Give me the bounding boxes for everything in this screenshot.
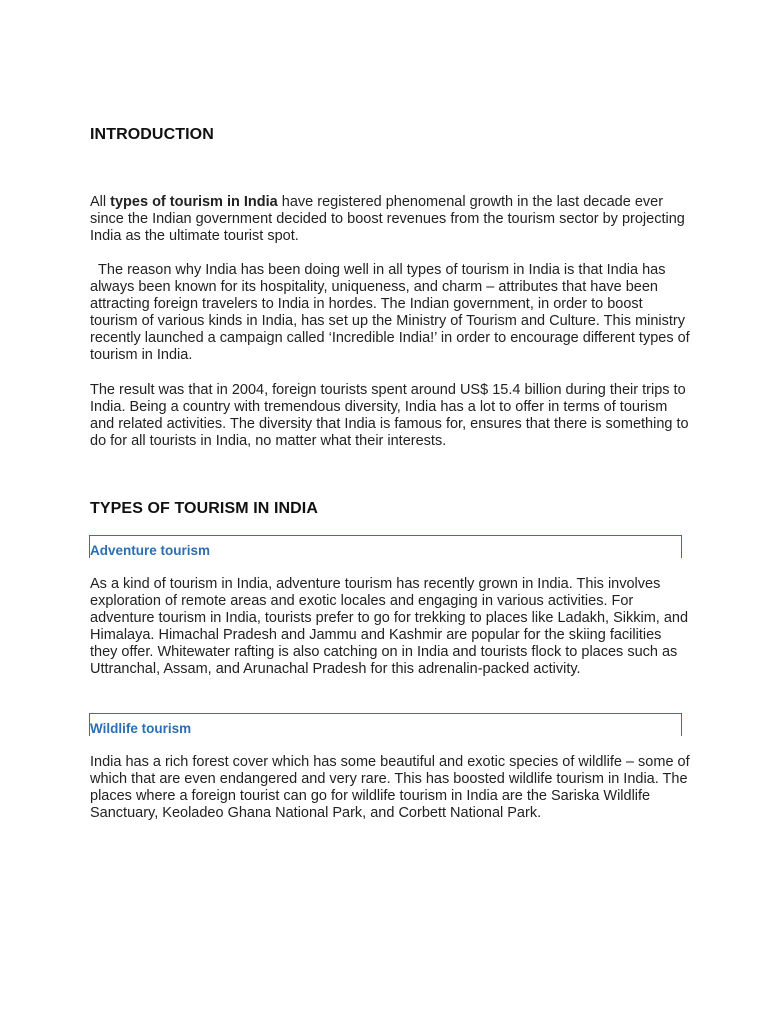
adventure-tourism-paragraph: As a kind of tourism in India, adventure tourism has recently grown in India. This involves exploration of remote areas and exotic locales and engaging in various activities. For adventure tourism in India, tourists prefer to go for trekking to places like Ladakh, Sikkim, and Himalaya. Himachal Pradesh and Jammu and Kashmir are popular for the skiing facilities they offer. Whitewater rafting is also catching on in India and tourists flock to places such as Uttranchal, Assam, and Arunachal Pradesh for this adrenalin-packed activity. xyxy=(90,576,689,677)
wildlife-tourism-heading: Wildlife tourism xyxy=(90,721,192,736)
intro-paragraph-1-lead: All xyxy=(90,194,111,210)
wildlife-tourism-box xyxy=(89,713,682,736)
intro-paragraph-2: The reason why India has been doing well in all types of tourism in India is that India has always been known for its hospitality, uniqueness, and charm – attributes that have been attracting foreign travelers to India in hordes. The Indian government, in order to boost tourism of various kinds in India, has set up the Ministry of Tourism and Culture. This ministry recently launched a campaign called ‘Incredible India!’ in order to encourage different types of tourism in India. xyxy=(90,262,690,363)
intro-paragraph-1-bold: types of tourism in India xyxy=(110,194,278,210)
intro-paragraph-3: The result was that in 2004, foreign tourists spent around US$ 15.4 billion during their trips to India. Being a country with tremendous diversity, India has a lot to offer in terms of tourism and related activities. The diversity that India is famous for, ensures that there is something to do for all tourists in India, no matter what their interests. xyxy=(90,382,689,449)
adventure-tourism-heading: Adventure tourism xyxy=(90,543,211,558)
intro-paragraph-1 xyxy=(90,194,690,245)
adventure-tourism-box xyxy=(89,535,682,558)
introduction-heading: INTRODUCTION xyxy=(90,126,214,143)
intro-paragraph-1-rest: have registered phenomenal growth in the last decade ever since the Indian government decided to boost revenues from the tourism sector by projecting India as the ultimate tourist spot. xyxy=(90,194,685,244)
wildlife-tourism-paragraph: India has a rich forest cover which has some beautiful and exotic species of wildlife – some of which that are even endangered and very rare. This has boosted wildlife tourism in India. The places where a foreign tourist can go for wildlife tourism in India are the Sariska Wildlife Sanctuary, Keoladeo Ghana National Park, and Corbett National Park. xyxy=(90,754,690,821)
types-heading: TYPES OF TOURISM IN INDIA xyxy=(90,500,318,517)
